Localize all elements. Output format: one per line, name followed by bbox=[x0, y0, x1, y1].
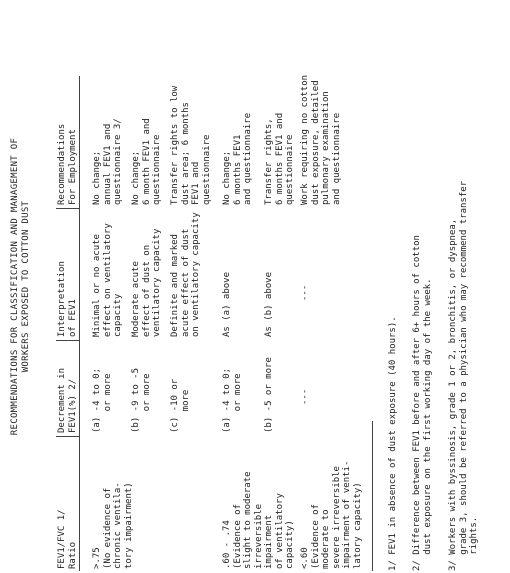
decrement-cell: (a) -4 to 0; or more bbox=[222, 367, 243, 433]
recommendation-cell: Work requiring no cotton dust exposure, detailed pulmonary examination and questionnaire bbox=[300, 74, 342, 205]
header-interpretation: Interpretation of FEV1 bbox=[57, 261, 78, 337]
interpretation-cell: Definite and marked acute effect of dust on ventilatory capacity bbox=[170, 212, 201, 337]
ratio-cell: .60 - .74 (Evidence of slight to moderate irreversible impairment of ventilatory capacity) bbox=[222, 471, 295, 569]
interpretation-cell: As (a) above bbox=[222, 271, 232, 337]
recommendation-cell: Transfer rights, 6 months FEV1 and questionnaire bbox=[264, 112, 295, 205]
header-decrement: Decrement in FEV1(%) 2/ bbox=[57, 367, 78, 433]
header-recommendations: Recommendations For Employment bbox=[57, 123, 78, 205]
footnote-2: 2/ Difference between FEV1 before and after 6+ hours of cotton dust exposure on the first working day of the week. bbox=[412, 235, 433, 571]
header-ratio: FEV1/FVC 1/ Ratio bbox=[57, 509, 78, 569]
column-rule-1 bbox=[56, 436, 80, 437]
footnote-rule bbox=[372, 421, 373, 571]
decrement-cell: (b) -5 or more bbox=[264, 357, 274, 433]
recommendation-cell: No change; 6 months FEV1 and questionnaire bbox=[222, 112, 253, 205]
recommendation-cell: No change; annual FEV1 and questionnaire 3/ bbox=[92, 118, 123, 205]
column-rule-2 bbox=[56, 340, 80, 341]
column-rule-3 bbox=[56, 208, 80, 209]
decrement-cell: --- bbox=[300, 388, 310, 405]
interpretation-cell: Minimal or no acute effect on ventilatory capacity bbox=[92, 223, 123, 337]
ratio-cell: >.75 (No evidence of chronic ventila- tory impairment) bbox=[92, 482, 134, 569]
interpretation-cell: --- bbox=[300, 284, 310, 301]
interpretation-cell: Moderate acute effect of dust on ventilatory capacity bbox=[131, 228, 162, 337]
decrement-cell: (a) -4 to 0; or more bbox=[92, 367, 113, 433]
recommendation-cell: Transfer rights to low dust area; 6 months FEV1 and questionnaire bbox=[170, 85, 212, 205]
decrement-cell: (c) -10 or more bbox=[170, 378, 191, 433]
recommendation-cell: No change; 6 month FEV1 and questionnaire bbox=[131, 118, 162, 205]
document-title-line-2: WORKERS EXPOSED TO COTTON DUST bbox=[21, 200, 31, 373]
interpretation-cell: As (b) above bbox=[264, 271, 274, 337]
footnote-3: 3/ Workers with byssinosis, grade 1 or 2, bronchitis, or dyspnea, grade 3, should be referred to a physician who may recommend transfer rights. bbox=[448, 180, 479, 571]
footnote-1: 1/ FEV1 in absence of dust exposure (40 hours). bbox=[388, 316, 398, 571]
header-rule bbox=[79, 76, 80, 571]
decrement-cell: (b) -9 to -5 or more bbox=[131, 367, 152, 433]
ratio-cell: <.60 (Evidence of moderate to severe irreversible impairment of venti- latory capacity) bbox=[300, 460, 363, 569]
document-title-line-1: RECOMMENDATIONS FOR CLASSIFICATION AND MANAGEMENT OF bbox=[10, 137, 20, 436]
